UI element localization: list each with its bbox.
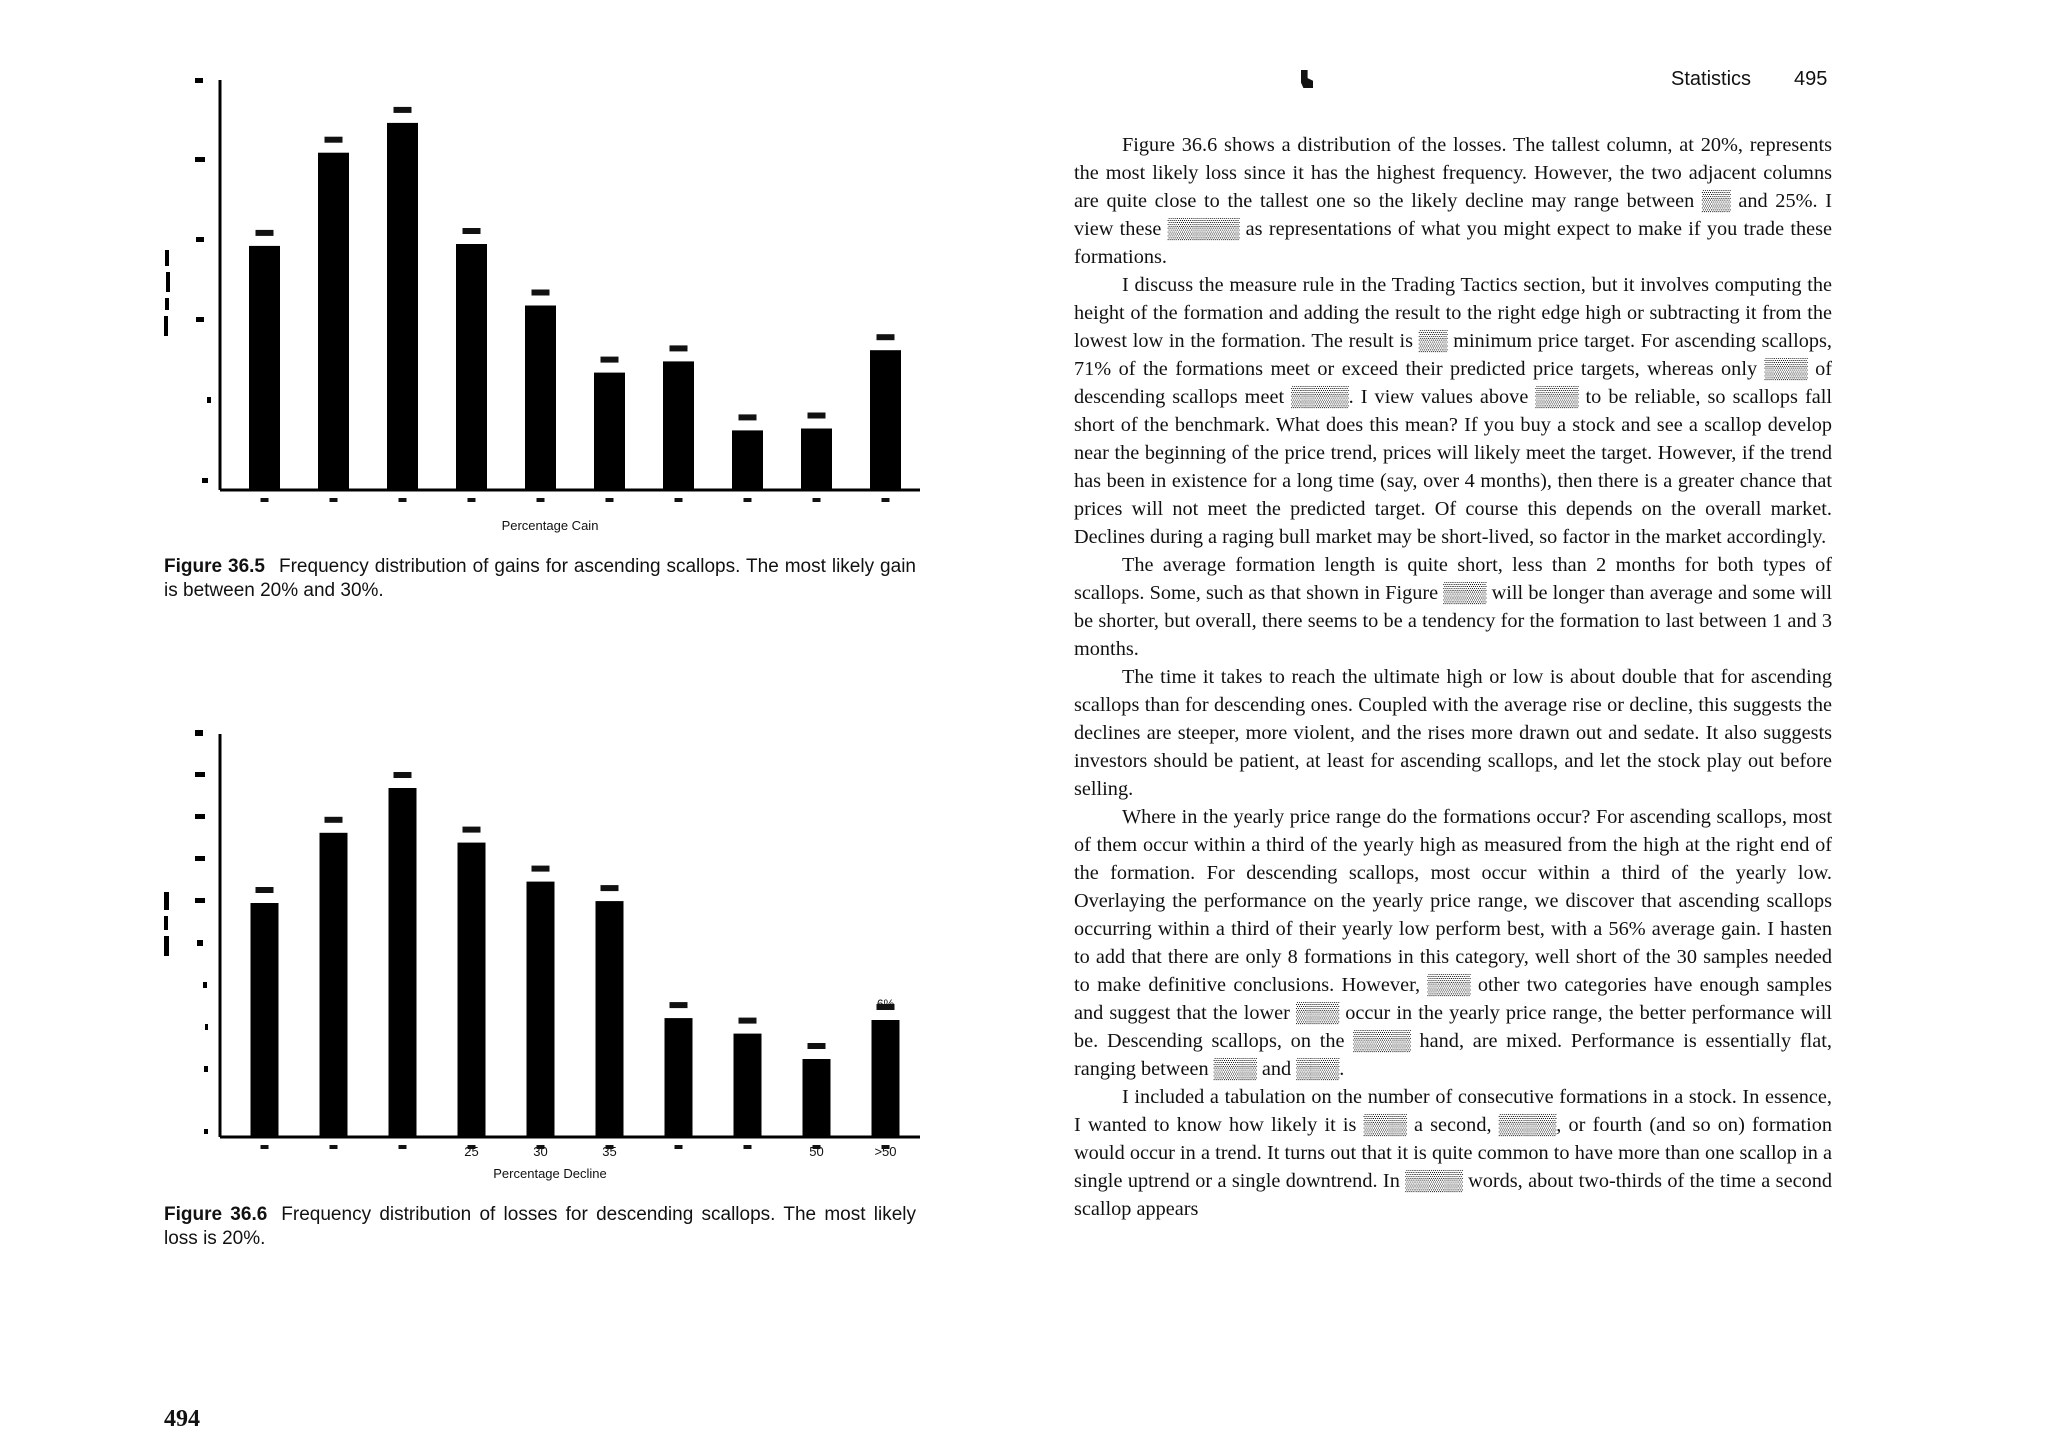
x-tick-label: >50 — [874, 1144, 897, 1159]
bar-value-label-mark — [463, 827, 481, 833]
bar-value-label-mark — [394, 772, 412, 778]
bar — [663, 361, 694, 490]
bar — [801, 429, 832, 491]
bar-value-labels-b — [256, 772, 895, 1049]
x-tick-mark — [744, 498, 752, 502]
caption-text: Frequency distribution of gains for ascending scallops. The most likely gain is between 20% and 30%. — [164, 556, 916, 601]
bar — [594, 373, 625, 490]
figure-caption-36-6 — [164, 1203, 916, 1251]
bar — [389, 788, 417, 1137]
paragraph: I discuss the measure rule in the Trading Tactics section, but it involves computing the height of the formation and adding the result to the right edge high or subtracting it from the lowest low in the formation. The result is ▒▒ minimum price target. For ascending scallops, 71% of the formations meet or exceed their predicted price targets, whereas only ▒▒▒ of descending scallops meet ▒▒▒▒. I view values above ▒▒▒ to be reliable, so scallops fall short of the benchmark. What does this mean? If you buy a stock and see a scallop develop near the beginning of the price trend, prices will likely meet the target. However, if the trend has been in existence for a long time (say, over 4 months), then there is a greater chance that prices will not meet the predicted target. Of course this depends on the overall market. Declines during a raging bull market may be short-lived, so factor in the market accordingly. — [1074, 274, 1832, 548]
bar-value-label-mark — [808, 413, 826, 419]
running-head — [1024, 68, 2048, 98]
running-head-title: Statistics — [1671, 68, 1752, 90]
bar-value-label-mark — [532, 866, 550, 872]
figure-36-6-chart — [150, 722, 930, 1192]
bar-value-labels-a — [256, 107, 895, 421]
page-number: 494 — [164, 1406, 200, 1432]
figure-36-5-chart — [150, 70, 930, 540]
x-tick-mark — [675, 1145, 683, 1149]
bar-value-label-mark — [256, 230, 274, 236]
page-number: 495 — [1794, 68, 1828, 90]
x-tick-label: 25 — [464, 1144, 479, 1159]
bars-b — [251, 788, 900, 1137]
bar — [320, 833, 348, 1137]
paragraph: The time it takes to reach the ultimate high or low is about double that for ascending scallops than for descending ones. Coupled with the average rise or decline, this suggests the declines are steeper, more violent, and the rises more drawn out and sedate. It also suggests investors should be patient, at least for ascending scallops, and let the stock play out before selling. — [1074, 666, 1832, 800]
bar — [456, 244, 487, 490]
paragraph: The average formation length is quite short, less than 2 months for both types of scallops. Some, such as that shown in Figure ▒▒▒ will be longer than average and some will be shorter, but overall, there seems to be a tendency for the formation to last between 1 and 3 months. — [1074, 554, 1832, 660]
bar-value-label-mark — [463, 228, 481, 234]
x-tick-mark — [606, 498, 614, 502]
bar — [734, 1034, 762, 1137]
x-tick-mark — [330, 498, 338, 502]
x-tick-labels-a — [261, 498, 890, 502]
bar-value-label-mark — [532, 290, 550, 296]
bar — [870, 350, 901, 490]
bar — [872, 1020, 900, 1137]
x-tick-mark — [261, 1145, 269, 1149]
bar — [732, 430, 763, 490]
bar-value-label-mark — [739, 1018, 757, 1024]
bar — [665, 1018, 693, 1137]
bar — [596, 901, 624, 1137]
bar-value-label-mark — [394, 107, 412, 113]
paragraph: Where in the yearly price range do the formations occur? For ascending scallops, most of them occur within a third of the yearly high as measured from the high at the right end of the formation. For descending scallops, most occur within a third of the yearly low. Overlaying the performance on the yearly price range, we discover that ascending scallops occurring within a third of their yearly low perform best, with a 56% average gain. I hasten to add that there are only 8 formations in this category, well short of the 30 samples needed to make definitive conclusions. However, ▒▒▒ other two categories have enough samples and suggest that the lower ▒▒▒ occur in the yearly price range, the better performance will be. Descending scallops, on the ▒▒▒▒ hand, are mixed. Performance is essentially flat, ranging between ▒▒▒ and ▒▒▒. — [1074, 806, 1832, 1080]
x-tick-mark — [882, 498, 890, 502]
bar-value-label-mark — [601, 357, 619, 363]
x-tick-mark — [399, 1145, 407, 1149]
bar-value-label-mark — [808, 1043, 826, 1049]
bar — [249, 246, 280, 490]
figure-caption-36-5 — [164, 555, 916, 603]
bar — [458, 843, 486, 1137]
bar — [525, 306, 556, 491]
bar-value-label-mark — [739, 414, 757, 420]
x-tick-mark — [399, 498, 407, 502]
bar — [803, 1059, 831, 1137]
x-tick-labels-b — [261, 1144, 897, 1159]
x-tick-label: 50 — [809, 1144, 824, 1159]
x-tick-mark — [813, 498, 821, 502]
bar-value-label: 6% — [876, 997, 895, 1011]
bar — [251, 903, 279, 1137]
bar-value-label-mark — [601, 885, 619, 891]
x-tick-label: 35 — [602, 1144, 617, 1159]
x-tick-mark — [537, 498, 545, 502]
figure-number: Figure 36.6 — [164, 1204, 268, 1225]
bar-value-label-mark — [670, 1002, 688, 1008]
x-tick-mark — [330, 1145, 338, 1149]
bar — [387, 123, 418, 490]
paragraph: Figure 36.6 shows a distribution of the losses. The tallest column, at 20%, represents the most likely loss since it has the highest frequency. However, the two adjacent columns are quite close to the tallest one so the likely decline may range between ▒▒ and 25%. I view these ▒▒▒▒▒ as representations of what you might expect to make if you trade these formations. — [1074, 134, 1832, 268]
caption-text: Frequency distribution of losses for descending scallops. The most likely loss is 20%. — [164, 1204, 916, 1249]
y-tick-marks — [164, 78, 211, 483]
bars-a — [249, 123, 901, 490]
paragraph: I included a tabulation on the number of consecutive formations in a stock. In essence, I wanted to know how likely it is ▒▒▒ a second, ▒▒▒▒, or fourth (and so on) formation would occur in a trend. It turns out that it is quite common to have more than one scallop in a single uptrend or a single downtrend. In ▒▒▒▒ words, about two-thirds of the time a second scallop appears — [1074, 1086, 1832, 1220]
bar-value-label-mark — [877, 334, 895, 340]
bar-value-label-mark — [670, 345, 688, 351]
bar-value-label-mark — [256, 887, 274, 893]
x-tick-mark — [744, 1145, 752, 1149]
corner-mark-icon — [1301, 70, 1313, 88]
x-tick-mark — [675, 498, 683, 502]
x-tick-mark — [261, 498, 269, 502]
body-text — [1074, 131, 1832, 1223]
bar-value-label-mark — [325, 137, 343, 143]
x-axis-label: Percentage Decline — [493, 1166, 607, 1181]
x-tick-label: 30 — [533, 1144, 548, 1159]
figure-number: Figure 36.5 — [164, 556, 265, 577]
bar — [527, 882, 555, 1137]
bar-value-label-mark — [325, 817, 343, 823]
bar — [318, 153, 349, 490]
x-tick-mark — [468, 498, 476, 502]
y-tick-marks — [164, 730, 208, 1134]
x-axis-label: Percentage Cain — [501, 518, 599, 533]
